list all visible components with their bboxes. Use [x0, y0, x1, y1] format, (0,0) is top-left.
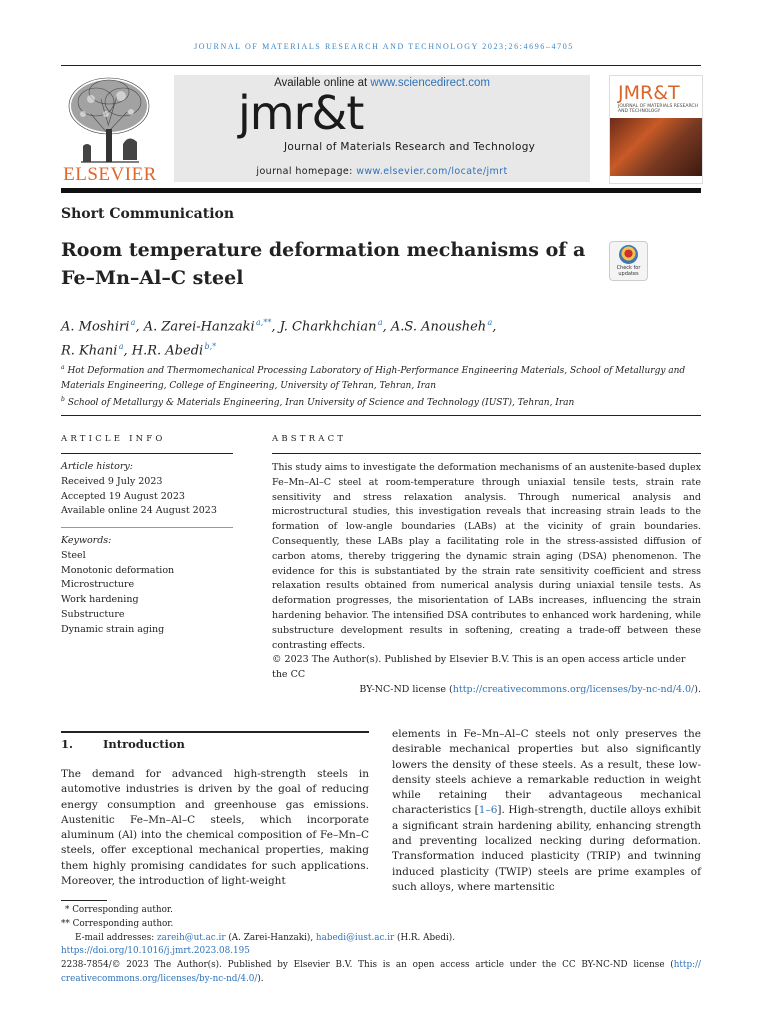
abstract-body	[272, 461, 701, 698]
email-link-1[interactable]: zareih@ut.ac.ir	[157, 932, 226, 943]
author-sep: ,	[492, 319, 497, 335]
author-affil[interactable]: a	[130, 318, 136, 327]
citation-link[interactable]: 1–6	[478, 804, 498, 817]
journal-name: Journal of Materials Research and Technology	[284, 141, 536, 153]
author-affil[interactable]: a	[118, 342, 124, 352]
license-link-part: http://	[673, 960, 701, 971]
sciencedirect-link[interactable]: www.sciencedirect.com	[370, 77, 490, 89]
section-heading	[61, 737, 369, 751]
keyword: Monotonic deformation	[61, 564, 175, 576]
abstract-text: This study aims to investigate the deformation mechanisms of an austenite-based duplex Fe–Mn–Al–C steel at room-temperature through uniaxial tensile tests, strain rate sensitivity and stress relaxation analysis. Through numerical analysis and microstructural studies, this investigation reveals that increasing strain leads to the formation of low-angle boundaries (LABs) at the vicinity of grain boundaries. Consequently, these LABs play a facilitating role in the stress-assisted diffusion of carbon atoms, thereby triggering the dynamic strain aging (DSA) phenomenon. The evidence for this is substantiated by the strain rate sensitivity coefficient and stress relaxation results obtained from numerical analysis during uniaxial tensile tests. As deformation progresses, the misorientation of LABs increases, influencing the strain hardening behavior. The intensified DSA contributes to enhanced work hardening, while substructure development results in softening, creating a trade-off between these contrasting effects.	[272, 462, 701, 651]
copyright-prefix: BY-NC-ND license (	[359, 683, 453, 695]
email-link-2[interactable]: habedi@iust.ac.ir	[315, 932, 395, 943]
intro-rule	[61, 731, 369, 733]
copyright-suffix: ).	[694, 683, 701, 695]
keyword: Substructure	[61, 608, 125, 620]
homepage-label: journal homepage:	[256, 166, 357, 177]
doi-link[interactable]: https://doi.org/10.1016/j.jmrt.2023.08.195	[61, 946, 250, 957]
intro-text: elements in Fe–Mn–Al–C steels not only preserves the desirable mechanical properties but also significantly lowers the density of these steels. As a result, these low-density steels achieve a remarkable reduction in weight while retaining their advantageous mechanical characteristics [	[392, 728, 701, 817]
intro-left-column: The demand for advanced high-strength steels in automotive industries is driven by the goal of reducing energy consumption and greenhouse gas emissions. Austenitic Fe–Mn–Al–C steels, which incorporate aluminum (Al) into the chemical composition of Fe–Mn–C steels, offer exceptional mechanical properties, making them highly promising candidates for such applications. Moreover, the introduction of light-weight	[61, 768, 369, 888]
author-list	[61, 313, 661, 362]
author-sep: ,	[382, 319, 391, 335]
affiliation-a	[61, 361, 701, 393]
intro-right-column	[392, 727, 701, 895]
license-text: 2238-7854/© 2023 The Author(s). Published by Elsevier B.V. This is an open access article under the CC BY-NC-ND license (	[61, 960, 674, 971]
footnote-corr2: ** Corresponding author.	[61, 918, 174, 929]
email-owner: (H.R. Abedi).	[394, 932, 456, 943]
keyword: Dynamic strain aging	[61, 623, 165, 635]
cover-image	[610, 118, 702, 176]
elsevier-wordmark: ELSEVIER	[63, 164, 157, 185]
affiliation-text: School of Metallurgy & Materials Engineering, Iran University of Science and Technology (IUST), Tehran, Iran	[67, 398, 575, 409]
keyword: Microstructure	[61, 579, 135, 591]
affiliation-b	[61, 393, 701, 411]
author[interactable]: J. Charkhchian	[279, 319, 377, 335]
author[interactable]: H.R. Abedi	[131, 343, 204, 359]
abstract-rule	[272, 453, 701, 454]
article-info-rule	[61, 453, 233, 454]
cover-title: JMR&T	[618, 82, 680, 104]
elsevier-logo[interactable]	[61, 74, 159, 186]
abstract-copyright-1: © 2023 The Author(s). Published by Elsevier B.V. This is an open access article under the CC	[272, 654, 686, 681]
homepage-link[interactable]: www.elsevier.com/locate/jmrt	[356, 166, 508, 177]
article-info-heading: ARTICLE INFO	[61, 434, 166, 444]
author-sep: ,	[135, 319, 144, 335]
author-affil[interactable]: b,*	[204, 342, 217, 352]
article-title: Room temperature deformation mechanisms of a Fe–Mn–Al–C steel	[61, 239, 586, 289]
affiliation-label: b	[61, 396, 65, 404]
footnote-rule	[61, 900, 107, 901]
section-title: Introduction	[103, 737, 185, 751]
author-affil[interactable]: a	[377, 318, 383, 327]
article-history	[61, 460, 233, 519]
check-for-updates-button[interactable]	[609, 241, 648, 281]
keyword: Work hardening	[61, 594, 139, 606]
license-link[interactable]: http://creativecommons.org/licenses/by-nc-nd/4.0/	[452, 683, 695, 695]
history-label: Article history:	[61, 461, 133, 472]
section-number: 1.	[61, 737, 74, 751]
abstract-copyright-2	[272, 683, 701, 698]
footnotes	[61, 904, 701, 987]
running-header: JOURNAL OF MATERIALS RESEARCH AND TECHNOLOGY 2023;26:4696–4705	[194, 42, 574, 51]
keywords	[61, 534, 233, 638]
abstract-heading: ABSTRACT	[272, 434, 347, 444]
license-footnote	[61, 959, 701, 987]
intro-text: ]. High-strength, ductile alloys exhibit a significant strain hardening ability, enhancing strength and preventing localized necking during deformation. Transformation induced plasticity (TRIP) and twinning induced plasticity (TWIP) steels are prime examples of such alloys, where martensitic	[392, 804, 701, 893]
author[interactable]: A. Moshiri	[61, 319, 130, 335]
journal-homepage	[174, 166, 590, 177]
affiliation-label: a	[61, 364, 65, 371]
available-online	[174, 77, 590, 89]
available-label: Available online at	[274, 77, 371, 89]
check-for-updates-label: Check for updates	[616, 265, 641, 277]
history-received: Received 9 July 2023	[61, 475, 163, 487]
license-end: ).	[257, 973, 264, 984]
article-type: Short Communication	[61, 206, 235, 222]
history-accepted: Accepted 19 August 2023	[61, 490, 185, 502]
journal-cover[interactable]	[609, 75, 703, 184]
email-owner: (A. Zarei-Hanzaki),	[225, 932, 316, 943]
header-top-rule	[61, 65, 701, 66]
footnote-corr1: * Corresponding author.	[65, 905, 173, 915]
keyword: Steel	[61, 549, 86, 561]
journal-logo: jmr&t	[238, 86, 364, 140]
cover-subtitle: JOURNAL OF MATERIALS RESEARCH AND TECHNOLOGY	[618, 104, 698, 114]
author[interactable]: A. Zarei-Hanzaki	[143, 319, 255, 335]
crossmark-icon	[619, 245, 638, 264]
author[interactable]: R. Khani	[61, 343, 118, 359]
author-affil[interactable]: a,**	[256, 318, 272, 327]
license-link-part: creativecommons.org/licenses/by-nc-nd/4.0/	[61, 973, 258, 984]
affiliation-rule	[61, 415, 701, 416]
keywords-label: Keywords:	[61, 535, 112, 546]
history-online: Available online 24 August 2023	[61, 505, 217, 517]
affiliations	[61, 361, 701, 411]
author-sep: ,	[271, 319, 280, 335]
author[interactable]: A.S. Anousheh	[390, 319, 487, 335]
footnote-emails	[61, 932, 701, 946]
author-affil[interactable]: a	[487, 318, 493, 327]
header-bottom-rule	[61, 188, 701, 193]
keywords-rule	[61, 527, 233, 528]
email-label: E-mail addresses:	[75, 932, 157, 943]
author-sep: ,	[123, 343, 132, 359]
affiliation-text: Hot Deformation and Thermomechanical Processing Laboratory of High-Performance Engineering Materials, School of Metallurgy and Materials Engineering, College of Engineering, University of Tehran, Tehran, Iran	[61, 366, 686, 391]
